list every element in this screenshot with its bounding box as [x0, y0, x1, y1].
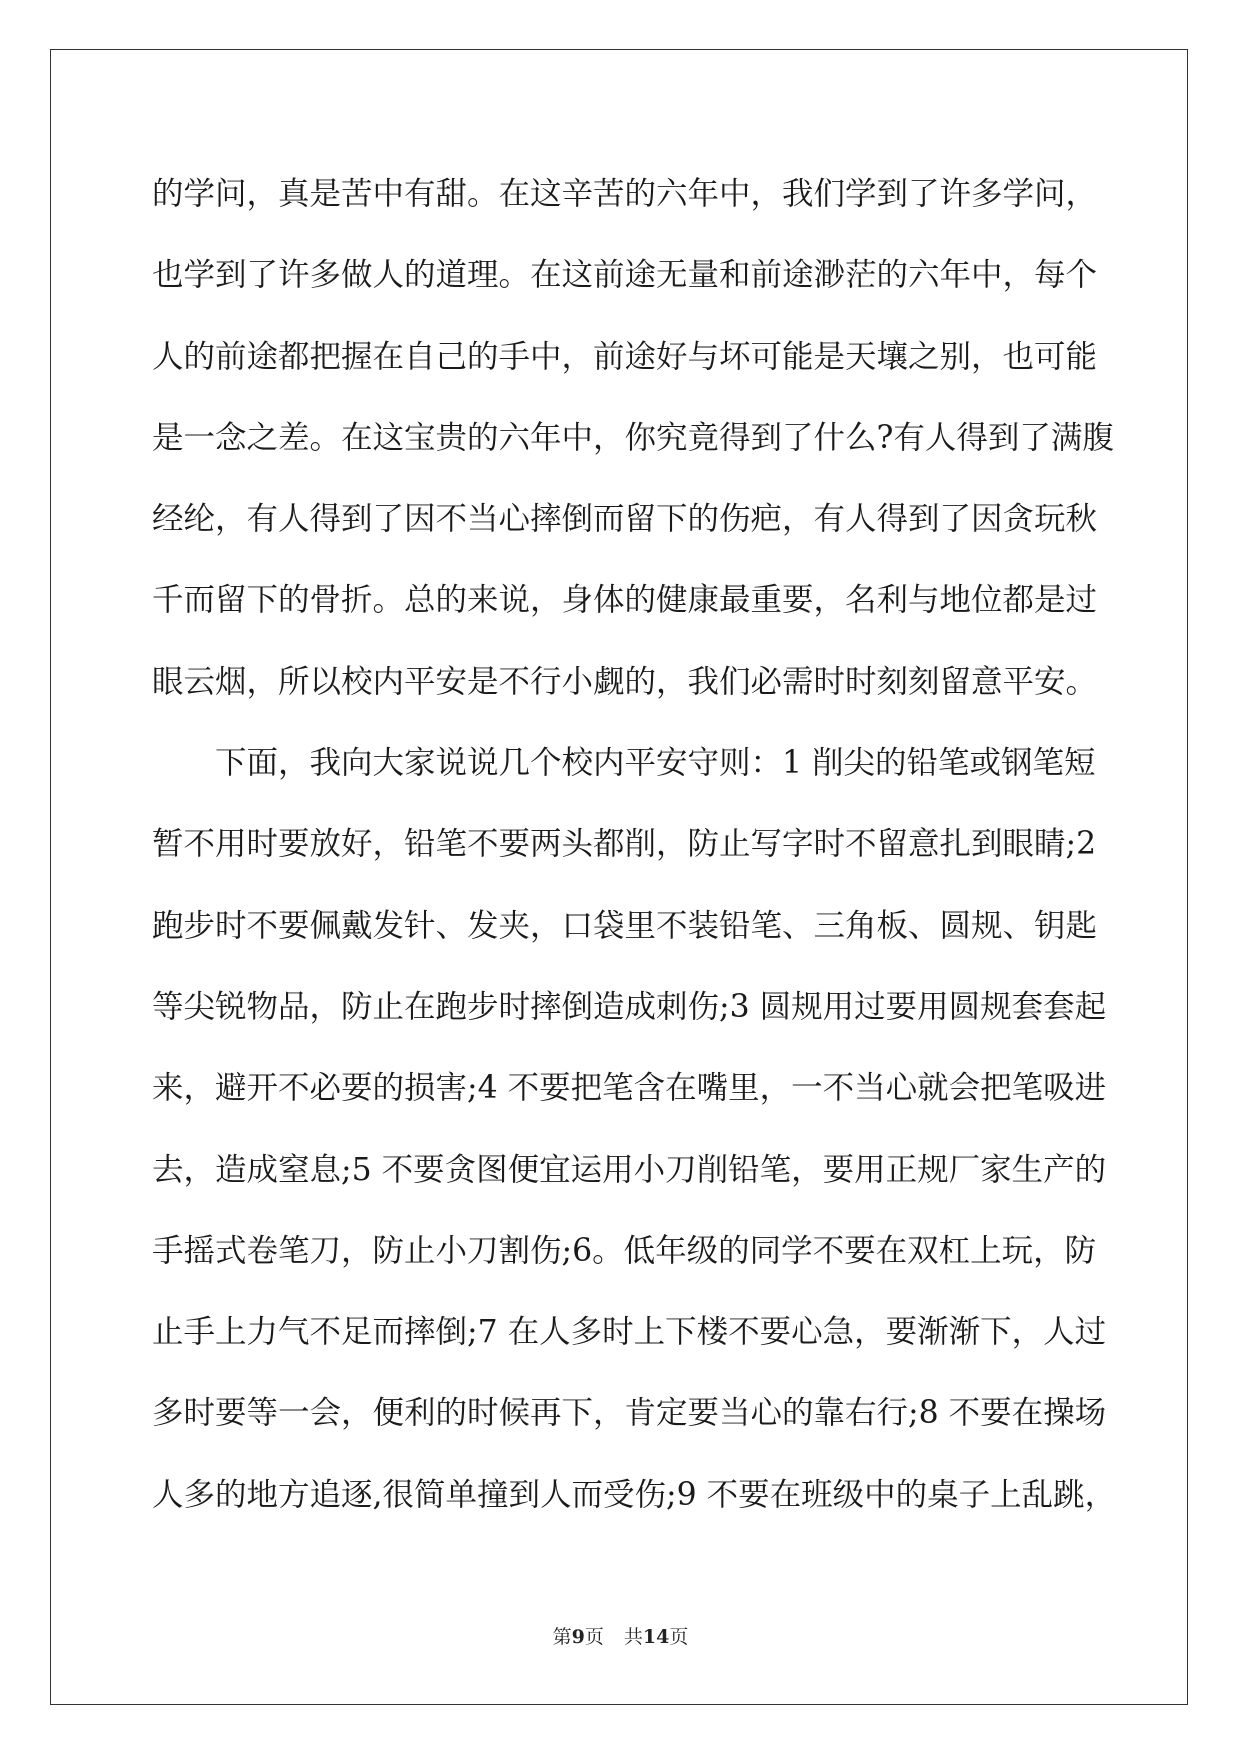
- text-line: 人的前途都把握在自己的手中，前途好与坏可能是天壤之别，也可能: [152, 338, 1098, 375]
- text-line: 手摇式卷笔刀，防止小刀割伤;6。低年级的同学不要在双杠上玩，防: [152, 1232, 1097, 1269]
- text-line: 的学问，真是苦中有甜。在这辛苦的六年中，我们学到了许多学问，: [152, 176, 1098, 212]
- text-line: 去，造成窒息;5 不要贪图便宜运用小刀削铅笔，要用正规厂家生产的: [152, 1151, 1107, 1188]
- page-footer: [0, 1622, 1241, 1649]
- text-line: 等尖锐物品，防止在跑步时摔倒造成刺伤;3 圆规用过要用圆规套套起: [152, 988, 1107, 1025]
- text-line: 经纶，有人得到了因不当心摔倒而留下的伤疤，有人得到了因贪玩秋: [152, 501, 1098, 538]
- body-text: [152, 154, 1117, 1536]
- page-prefix: 第: [552, 1626, 572, 1648]
- text-line: 止手上力气不足而摔倒;7 在人多时上下楼不要心急，要渐渐下，人过: [152, 1314, 1107, 1351]
- text-line: 千而留下的骨折。总的来说，身体的健康最重要，名利与地位都是过: [152, 582, 1098, 619]
- total-suffix: 页: [669, 1626, 689, 1648]
- text-line: 眼云烟，所以校内平安是不行小觑的，我们必需时时刻刻留意平安。: [152, 663, 1098, 700]
- text-line: 暂不用时要放好，铅笔不要两头都削，防止写字时不留意扎到眼睛;2: [152, 826, 1097, 863]
- text-line: 来，避开不必要的损害;4 不要把笔含在嘴里，一不当心就会把笔吸进: [152, 1070, 1107, 1107]
- text-line: 是一念之差。在这宝贵的六年中，你究竟得到了什么?有人得到了满腹: [152, 419, 1114, 456]
- text-line: 下面，我向大家说说几个校内平安守则：1 削尖的铅笔或钢笔短: [152, 745, 1096, 782]
- page-suffix: 页: [584, 1626, 604, 1648]
- text-line: 多时要等一会，便利的时候再下，肯定要当心的靠右行;8 不要在操场: [152, 1395, 1107, 1432]
- text-line: 跑步时不要佩戴发针、发夹，口袋里不装铅笔、三角板、圆规、钥匙: [152, 907, 1098, 944]
- text-line: 人多的地方追逐,很简单撞到人而受伤;9 不要在班级中的桌子上乱跳，: [152, 1476, 1117, 1513]
- total-prefix: 共: [623, 1626, 643, 1648]
- page-number: 9: [571, 1626, 585, 1648]
- total-pages: 14: [642, 1626, 670, 1648]
- text-line: 也学到了许多做人的道理。在这前途无量和前途渺茫的六年中，每个: [152, 257, 1098, 294]
